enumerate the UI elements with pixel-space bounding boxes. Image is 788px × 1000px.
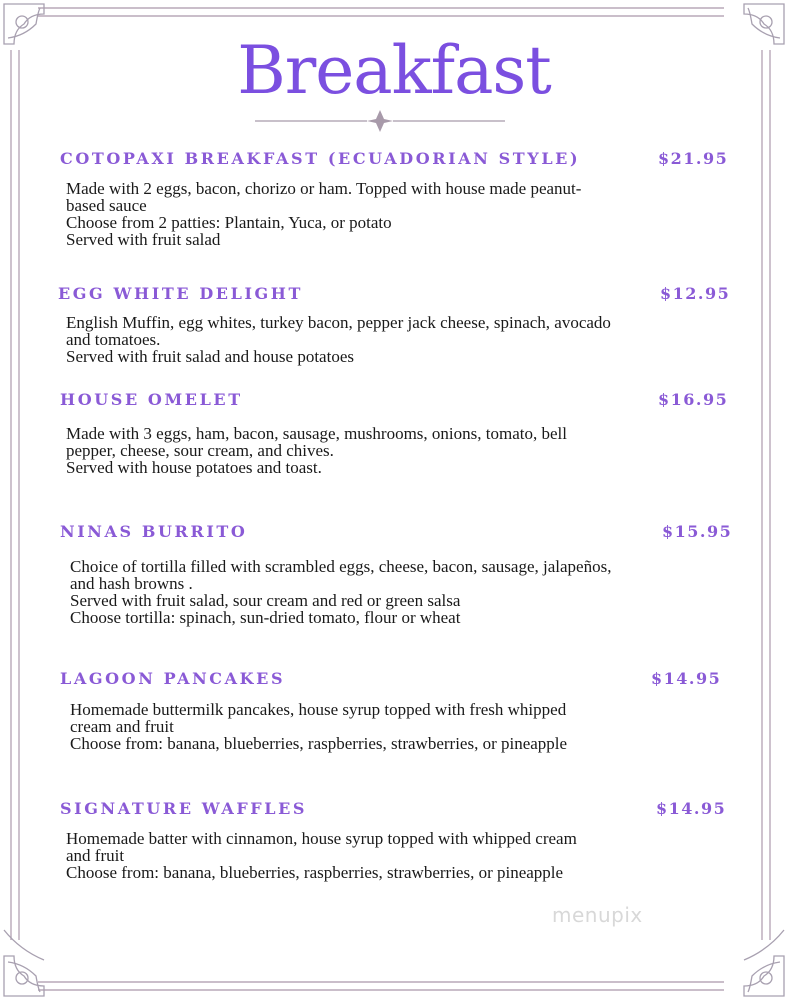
menu-item-name: LAGOON PANCAKES — [60, 669, 286, 688]
description-line: and fruit — [66, 846, 125, 865]
menu-item-name: HOUSE OMELET — [60, 390, 243, 409]
menu-item-price: $14.95 — [656, 799, 727, 818]
menu-item-description — [66, 425, 746, 476]
menu-item-name: COTOPAXI BREAKFAST (ECUADORIAN STYLE) — [60, 149, 581, 168]
description-line: Choose tortilla: spinach, sun-dried tomato, flour or wheat — [70, 608, 461, 627]
description-line: Choice of tortilla filled with scrambled eggs, cheese, bacon, sausage, jalapeños, — [70, 557, 612, 576]
description-line: based sauce — [66, 196, 147, 215]
menu-item-name: SIGNATURE WAFFLES — [60, 799, 308, 818]
description-line: and hash browns . — [70, 574, 193, 593]
description-line: Choose from: banana, blueberries, raspberries, strawberries, or pineapple — [66, 863, 564, 882]
watermark: menupix — [552, 903, 643, 927]
description-line: Choose from: banana, blueberries, raspberries, strawberries, or pineapple — [70, 734, 568, 753]
menu-item-price: $15.95 — [662, 522, 733, 541]
description-line: Choose from 2 patties: Plantain, Yuca, or potato — [66, 213, 392, 232]
menu-item-description — [66, 180, 746, 248]
title-divider — [255, 108, 505, 134]
description-line: Served with house potatoes and toast. — [66, 458, 322, 477]
menu-item-description — [70, 701, 750, 752]
menu-item-description — [66, 314, 746, 365]
page-title: Breakfast — [237, 32, 551, 109]
description-line: Made with 3 eggs, ham, bacon, sausage, mushrooms, onions, tomato, bell — [66, 424, 567, 443]
menu-item-price: $12.95 — [660, 284, 731, 303]
menu-item-name: NINAS BURRITO — [60, 522, 248, 541]
menu-item-description — [70, 558, 750, 626]
description-line: English Muffin, egg whites, turkey bacon, pepper jack cheese, spinach, avocado — [66, 313, 611, 332]
description-line: Made with 2 eggs, bacon, chorizo or ham. Topped with house made peanut- — [66, 179, 582, 198]
description-line: and tomatoes. — [66, 330, 161, 349]
description-line: Homemade buttermilk pancakes, house syrup topped with fresh whipped — [70, 700, 567, 719]
menu-item-price: $14.95 — [651, 669, 722, 688]
menu-item-name: EGG WHITE DELIGHT — [58, 284, 304, 303]
menu-item-price: $16.95 — [658, 390, 729, 409]
description-line: Served with fruit salad, sour cream and red or green salsa — [70, 591, 461, 610]
menu-item-price: $21.95 — [658, 149, 729, 168]
description-line: cream and fruit — [70, 717, 174, 736]
description-line: Served with fruit salad — [66, 230, 221, 249]
description-line: Homemade batter with cinnamon, house syrup topped with whipped cream — [66, 829, 577, 848]
description-line: pepper, cheese, sour cream, and chives. — [66, 441, 334, 460]
description-line: Served with fruit salad and house potatoes — [66, 347, 354, 366]
menu-item-description — [66, 830, 746, 881]
